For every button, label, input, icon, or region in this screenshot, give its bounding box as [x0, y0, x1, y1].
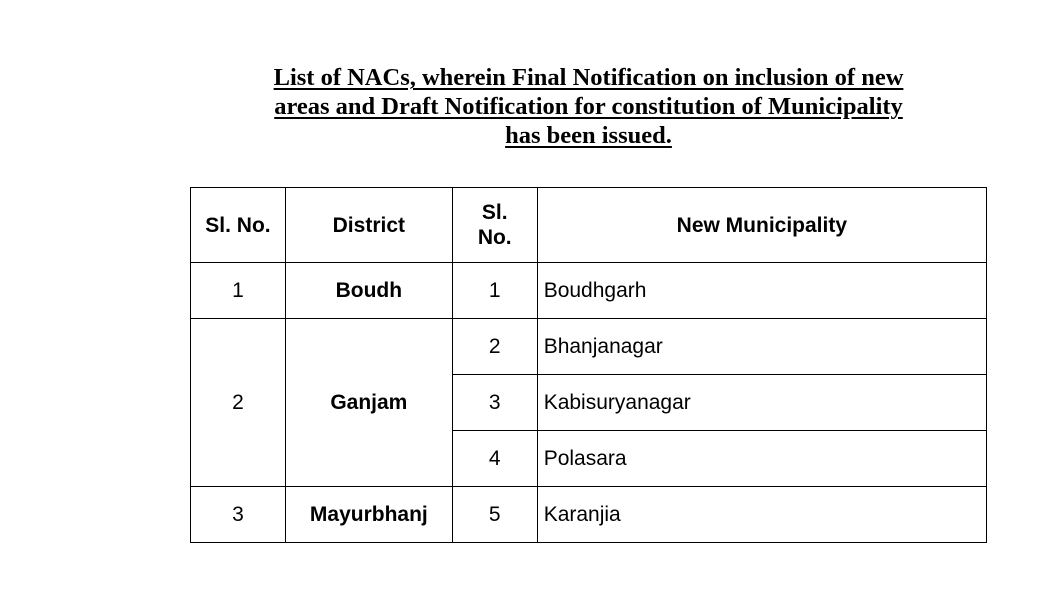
district-cell: Ganjam	[285, 319, 452, 487]
municipality-sl-cell: 3	[452, 375, 537, 431]
municipality-sl-cell: 1	[452, 263, 537, 319]
header-new-municipality: New Municipality	[537, 188, 986, 263]
header-sl-no-2-line1: Sl.	[481, 201, 508, 224]
municipality-table	[190, 187, 987, 543]
district-sl-cell: 3	[191, 487, 286, 543]
document-title	[190, 63, 987, 150]
municipality-sl-cell: 2	[452, 319, 537, 375]
municipality-sl-cell: 5	[452, 487, 537, 543]
header-sl-no-2-line2: No.	[477, 226, 512, 249]
district-sl-cell: 1	[191, 263, 286, 319]
header-district: District	[285, 188, 452, 263]
title-line-2: areas and Draft Notification for constitution of Municipality	[274, 93, 903, 120]
table-row	[191, 487, 987, 543]
table-row	[191, 263, 987, 319]
title-line-3: has been issued.	[505, 122, 672, 149]
municipality-sl-cell: 4	[452, 431, 537, 487]
title-line-1: List of NACs, wherein Final Notification on inclusion of new	[273, 64, 904, 91]
district-cell: Boudh	[285, 263, 452, 319]
table-header-row	[191, 188, 987, 263]
municipality-cell: Polasara	[537, 431, 986, 487]
district-sl-cell: 2	[191, 319, 286, 487]
header-sl-no-2	[452, 188, 537, 263]
municipality-cell: Bhanjanagar	[537, 319, 986, 375]
municipality-cell: Boudhgarh	[537, 263, 986, 319]
table-row	[191, 319, 987, 375]
municipality-cell: Kabisuryanagar	[537, 375, 986, 431]
header-sl-no: Sl. No.	[191, 188, 286, 263]
municipality-cell: Karanjia	[537, 487, 986, 543]
district-cell: Mayurbhanj	[285, 487, 452, 543]
